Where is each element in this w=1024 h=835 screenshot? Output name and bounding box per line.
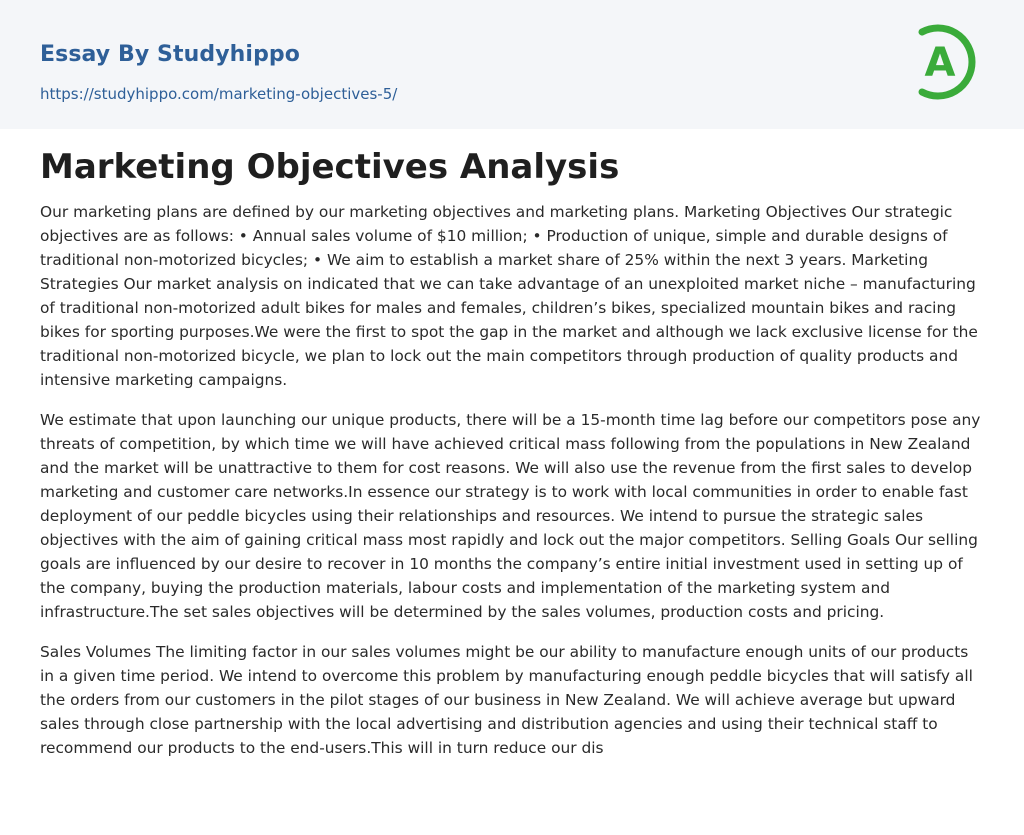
article xyxy=(40,144,984,776)
article-paragraph-3: Sales Volumes The limiting factor in our sales volumes might be our ability to manufacture enough units of our products in a given time period. We intend to overcome this problem by manufacturing enough peddle bicycles that will satisfy all the orders from our customers in the pilot stages of our business in New Zealand. We will achieve average but upward sales through close partnership with the local advertising and distribution agencies and using their technical staff to recommend our products to the end-users.This will in turn reduce our dis xyxy=(40,643,973,757)
article-title: Marketing Objectives Analysis xyxy=(40,147,620,187)
brand-title[interactable]: Essay By Studyhippo xyxy=(40,42,300,67)
article-paragraph-1: Our marketing plans are defined by our marketing objectives and marketing plans. Marketing Objectives Our strategic objectives are as follows: • Annual sales volume of $10 million; • Production of unique, simple and durable designs of traditional non-motorized bicycles; • We aim to establish a market share of 25% within the next 3 years. Marketing Strategies Our market analysis on indicated that we can take advantage of an unexploited market niche – manufacturing of traditional non-motorized adult bikes for males and females, children’s bikes, specialized mountain bikes and racing bikes for sporting purposes.We were the first to spot the gap in the market and although we lack exclusive license for the traditional non-motorized bicycle, we plan to lock out the main competitors through production of quality products and intensive marketing campaigns. xyxy=(40,203,978,389)
site-header xyxy=(0,0,1024,129)
essay-url-link[interactable]: https://studyhippo.com/marketing-objectives-5/ xyxy=(40,85,398,103)
logo-letter: A xyxy=(924,40,956,86)
studyhippo-logo-icon[interactable] xyxy=(912,19,986,105)
article-paragraph-2: We estimate that upon launching our unique products, there will be a 15-month time lag before our competitors pose any threats of competition, by which time we will have achieved critical mass following from the populations in New Zealand and the market will be unattractive to them for cost reasons. We will also use the revenue from the first sales to develop marketing and customer care networks.In essence our strategy is to work with local communities in order to enable fast deployment of our peddle bicycles using their relationships and resources. We intend to pursue the strategic sales objectives with the aim of gaining critical mass most rapidly and lock out the major competitors. Selling Goals Our selling goals are influenced by our desire to recover in 10 months the company’s entire initial investment used in setting up of the company, buying the production materials, labour costs and implementation of the marketing system and infrastructure.The set sales objectives will be determined by the sales volumes, production costs and pricing. xyxy=(40,411,981,621)
